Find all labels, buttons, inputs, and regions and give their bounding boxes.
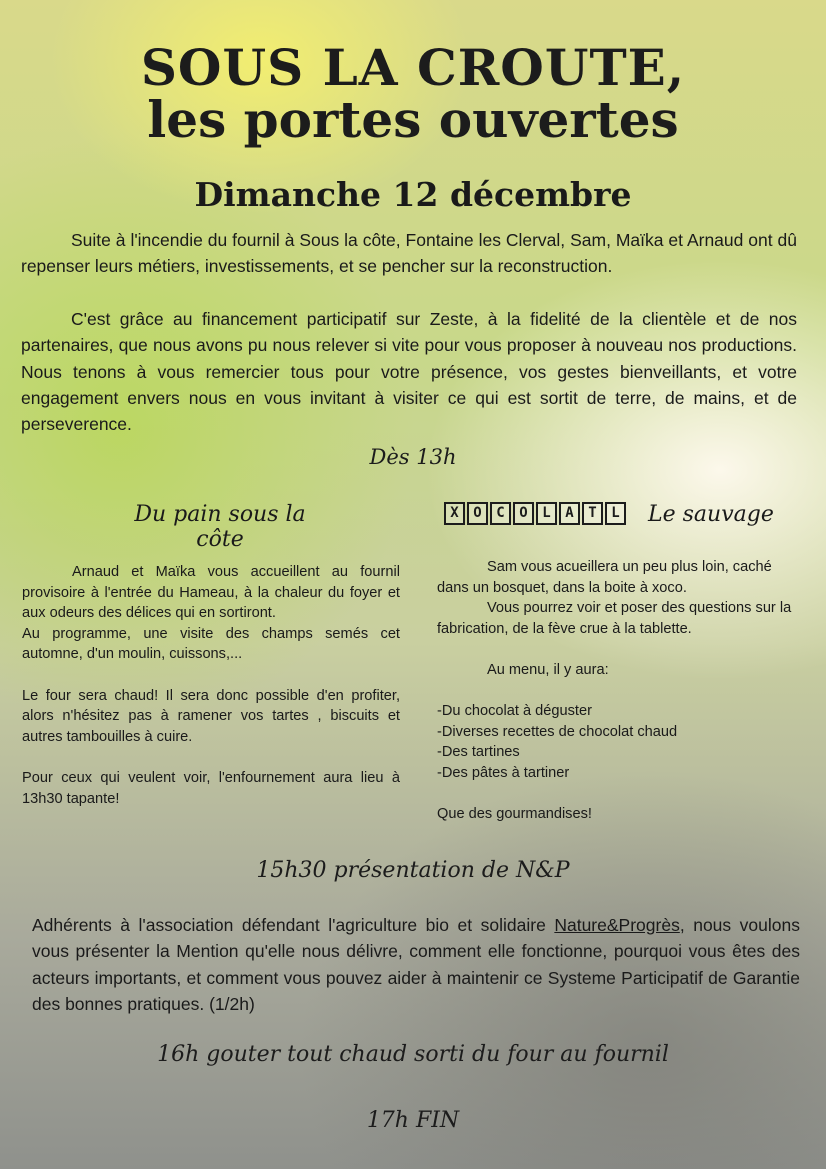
left-paragraph-3: Le four sera chaud! Il sera donc possible d'en profiter, alors n'hésitez pas à ramener vos tartes , biscuits et autres tambouilles à cuire. <box>22 687 400 745</box>
nature-progres-link[interactable]: Nature&Progrès <box>554 915 680 935</box>
logo-letter: X <box>444 502 465 525</box>
event-date: Dimanche 12 décembre <box>194 175 632 214</box>
logo-letter: T <box>582 502 603 525</box>
left-paragraph-1: Arnaud et Maïka vous accueillent au fournil provisoire à l'entrée du Hameau, à la chaleur du foyer et aux odeurs des délices qui en sortiront. <box>22 564 400 622</box>
menu-item: -Des tartines <box>437 744 520 761</box>
poster-title-line2: les portes ouvertes <box>147 90 679 149</box>
logo-letter: A <box>559 502 580 525</box>
right-column <box>437 557 797 825</box>
logo-letter: L <box>605 502 626 525</box>
right-paragraph-2: Vous pourrez voir et poser des questions sur la fabrication, de la fève crue à la tablette. <box>437 600 792 637</box>
menu-closing: Que des gourmandises! <box>437 806 592 823</box>
gouter-line: 16h gouter tout chaud sorti du four au fournil <box>157 1042 669 1067</box>
np-paragraph: Adhérents à l'association défendant l'agriculture bio et solidaire Nature&Progrès, nous voulons vous présenter la Mention qu'elle nous délivre, comment elle fonctionne, pourquoi vous êtes des acteurs importants, et comment vous pouvez aider à maintenir ce Systeme Participatif de Garantie des bonnes pratiques. (1/2h) <box>32 915 800 1014</box>
menu-item: -Diverses recettes de chocolat chaud <box>437 723 678 740</box>
left-paragraph-2: Au programme, une visite des champs semés cet automne, d'un moulin, cuissons,... <box>22 625 400 663</box>
intro-paragraph-2: C'est grâce au financement participatif sur Zeste, à la fidelité de la clientèle et de nos partenaires, que nous avons pu nous relever si vite pour vous proposer à nouveau nos productions. Nous tenons à vous remercier tous pour votre présence, vos gestes bienveillants, et votre engagement envers nous en vous invitant à visiter ce qui est sortit de terre, de mains, et de perseverence. <box>21 309 797 435</box>
logo-letter: O <box>467 502 488 525</box>
left-paragraph-4: Pour ceux qui veulent voir, l'enfournement aura lieu à 13h30 tapante! <box>22 769 400 807</box>
menu-item: -Des pâtes à tartiner <box>437 764 570 781</box>
end-time: 17h FIN <box>366 1108 460 1133</box>
menu-item: -Du chocolat à déguster <box>437 703 592 720</box>
left-section-heading: Du pain sous la côte <box>134 502 306 552</box>
start-time: Dès 13h <box>369 445 457 469</box>
xocolatl-logo <box>444 502 626 525</box>
intro-paragraph-1: Suite à l'incendie du fournil à Sous la côte, Fontaine les Clerval, Sam, Maïka et Arnaud ont dû repenser leurs métiers, investissements, et se pencher sur la reconstruction. <box>21 230 797 277</box>
right-section-heading: Le sauvage <box>648 502 774 527</box>
menu-intro: Au menu, il y aura: <box>487 661 609 678</box>
np-presentation-heading: 15h30 présentation de N&P <box>256 858 570 883</box>
left-column <box>22 562 400 809</box>
poster-title-line1: SOUS LA CROUTE, <box>140 38 686 97</box>
logo-letter: L <box>536 502 557 525</box>
logo-letter: C <box>490 502 511 525</box>
logo-letter: O <box>513 502 534 525</box>
right-paragraph-1: Sam vous acueillera un peu plus loin, caché dans un bosquet, dans la boite à xoco. <box>437 559 772 596</box>
